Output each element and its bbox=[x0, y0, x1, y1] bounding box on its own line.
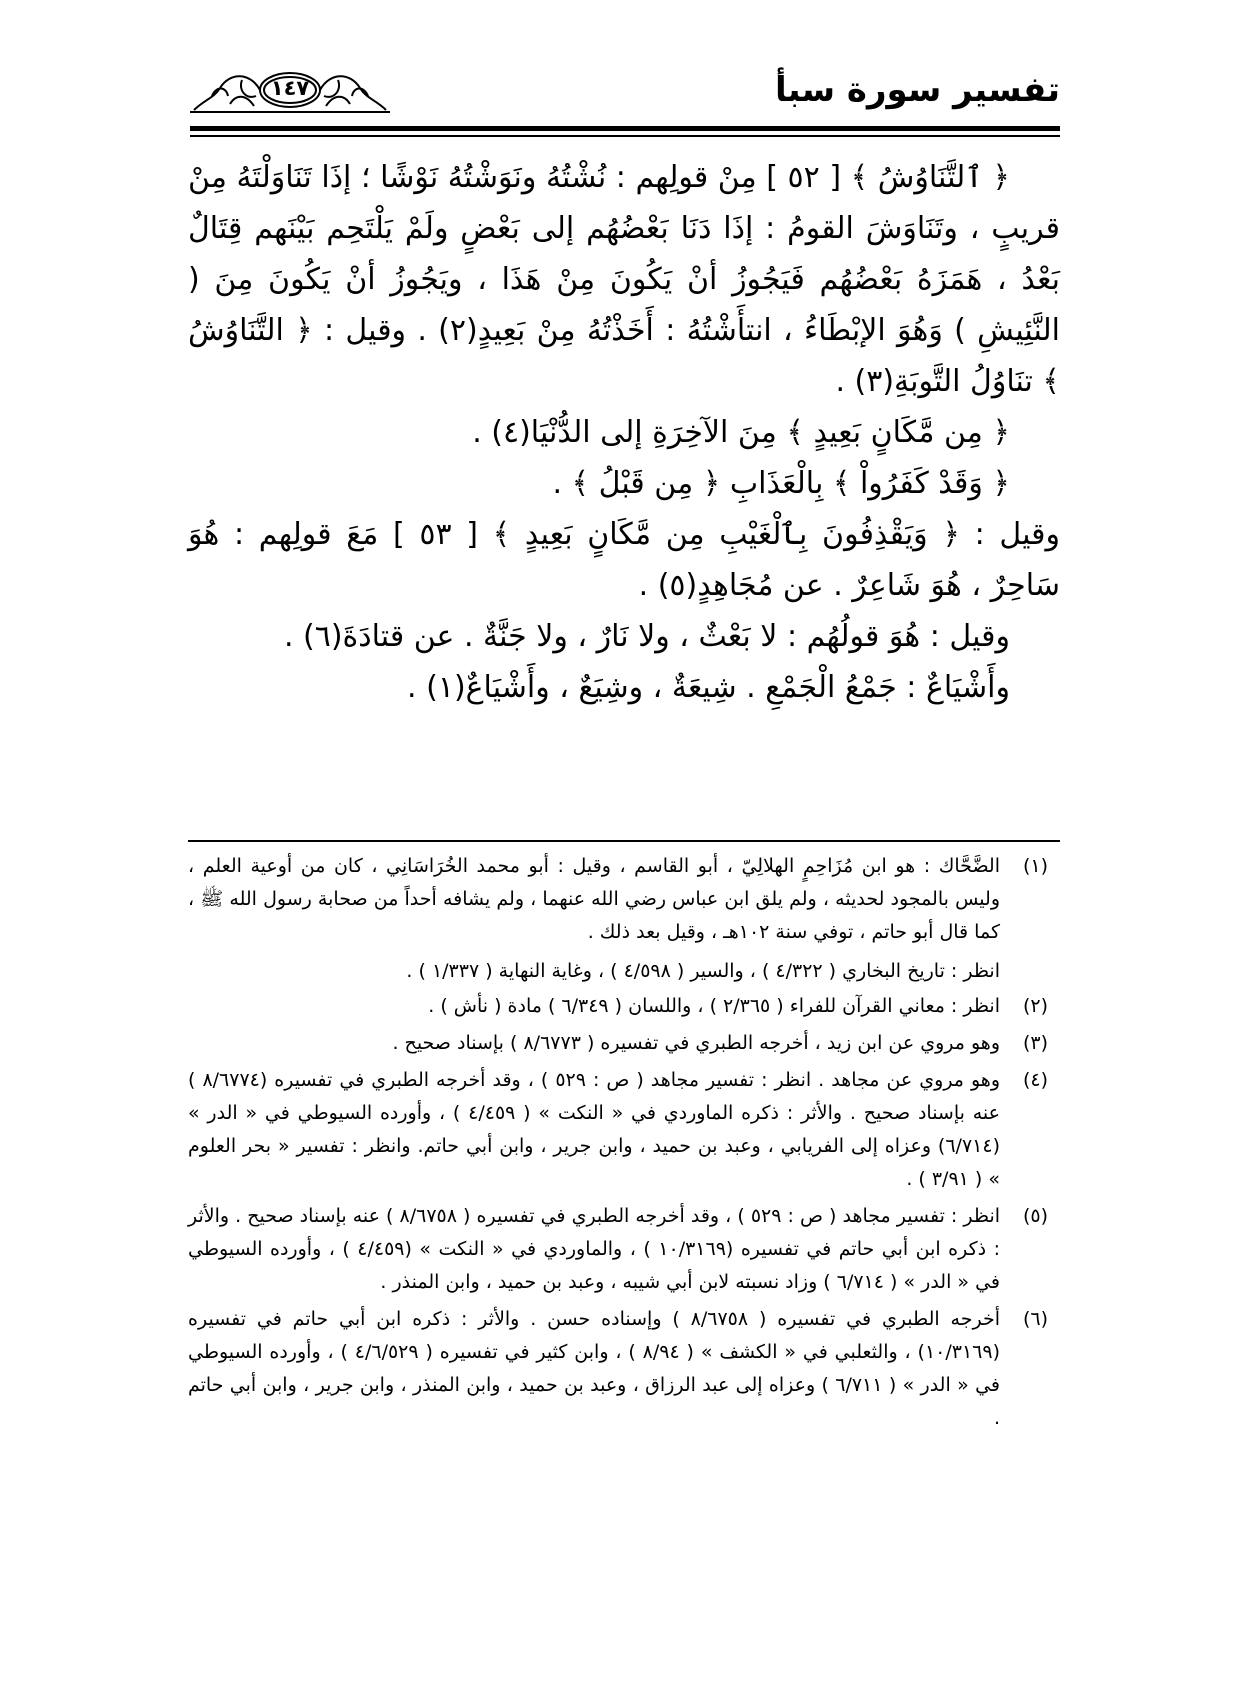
footnote-5 bbox=[188, 1200, 1048, 1299]
footnote-separator bbox=[188, 840, 1060, 842]
page-number: ١٤٧ bbox=[270, 76, 310, 100]
footnotes bbox=[188, 850, 1048, 1439]
footnote-4 bbox=[188, 1064, 1048, 1196]
footnote-text: انظر : تفسير مجاهد ( ص : ٥٢٩ ) ، وقد أخرجه الطبري في تفسيره ( ٨/٦٧٥٨ ) عنه بإسناد صحيح . والأثر : ذكره ابن أبي حاتم في تفسيره (١٠/٣١٦٩ ) ، والماوردي في « النكت » (٤/٤٥٩ ) ، وأورده السيوطي في « الدر » ( ٦/٧١٤ ) وزاد نسبته لابن أبي شيبه ، وعبد بن حميد ، وابن المنذر . bbox=[188, 1205, 1001, 1293]
paragraph-tanawush: ﴿ ٱلتَّنَاوُشُ ﴾ [ ٥٢ ] مِنْ قولِهم : نُشْتُهُ ونَوَشْتُهُ نَوْشًا ؛ إذَا تَنَاوَلْتَهُ مِنْ قريبٍ ، وتَنَاوَشَ القومُ : إذَا دَنَا بَعْضُهُم إلى بَعْضٍ ولَمْ يَلْتَحِم بَيْنَهم قِتَالٌ بَعْدُ ، هَمَزَهُ بَعْضُهُم فَيَجُوزُ أنْ يَكُونَ مِنْ هَذَا ، ويَجُوزُ أنْ يَكُونَ مِنَ ( النَّئِيشِ ) وَهُوَ الإبْطَاءُ ، انتأَشْتُهُ : أَخَذْتُهُ مِنْ بَعِيدٍ(٢) . وقيل : ﴿ التَّنَاوُشُ ﴾ تنَاوُلُ التَّوبَةِ(٣) . bbox=[188, 160, 1060, 399]
paragraph-ashya: وأَشْيَاعٌ : جَمْعُ الْجَمْعِ . شِيعَةٌ ، وشِيَعٌ ، وأَشْيَاعٌ(١) . bbox=[407, 670, 1010, 705]
footnote-1-sources: انظر : تاريخ البخاري ( ٤/٣٢٢ ) ، والسير ( ٤/٥٩٨ ) ، وغاية النهاية ( ١/٣٣٧ ) . bbox=[406, 960, 1000, 982]
footnote-text: انظر : معاني القرآن للفراء ( ٢/٣٦٥ ) ، واللسان ( ٦/٣٤٩ ) مادة ( نأش ) . bbox=[428, 995, 1000, 1017]
header-rule-thick bbox=[190, 126, 1060, 131]
footnote-text: وهو مروي عن مجاهد . انظر : تفسير مجاهد ( ص : ٥٢٩ ) ، وقد أخرجه الطبري في تفسيره (٨/٦٧٧٤ ) عنه بإسناد صحيح . والأثر : ذكره الماوردي في « النكت » ( ٤/٤٥٩ ) ، وأورده السيوطي في « الدر » (٦/٧١٤) وعزاه إلى الفريابي ، وعبد بن حميد ، وابن جرير ، وابن أبي حاتم. وانظر : تفسير « بحر العلوم » ( ٣/٩١ ) . bbox=[188, 1069, 1001, 1190]
footnote-2 bbox=[188, 990, 1048, 1023]
footnote-number: (١) bbox=[1022, 855, 1048, 877]
footnote-text: وهو مروي عن ابن زيد ، أخرجه الطبري في تفسيره ( ٨/٦٧٧٣ ) بإسناد صحيح . bbox=[392, 1032, 1000, 1054]
page-number-badge bbox=[190, 66, 390, 116]
footnote-text: الضَّحَّاك : هو ابن مُزَاحِمٍ الهلالِيّ ، أبو القاسم ، وقيل : أبو محمد الخُرَاسَانِي ، كان من أوعية العلم ، وليس بالمجود لحديثه ، ولم يلق ابن عباس رضي الله عنهما ، ولم يشافه أحداً من صحابة رسول الله ﷺ ، كما قال أبو حاتم ، توفي سنة ١٠٢هـ ، وقيل بعد ذلك . bbox=[188, 855, 1000, 943]
footnote-number: (٦) bbox=[1022, 1308, 1048, 1330]
footnote-1 bbox=[188, 850, 1048, 949]
paragraph-kafaru: ﴿ وَقَدْ كَفَرُواْ ﴾ بِالْعَذَابِ ﴿ مِن قَبْلُ ﴾ . bbox=[552, 466, 1010, 501]
footnote-number: (٢) bbox=[1022, 995, 1048, 1017]
paragraph-yaqdhifun: وقيل : ﴿ وَيَقْذِفُونَ بِٱلْغَيْبِ مِن مَّكَانٍ بَعِيدٍ ﴾ [ ٥٣ ] مَعَ قولِهم : هُوَ سَاحِرٌ ، هُوَ شَاعِرٌ . عن مُجَاهِدٍ(٥) . bbox=[188, 517, 1061, 603]
paragraph-qatada: وقيل : هُوَ قولُهُم : لا بَعْثٌ ، ولا نَارٌ ، ولا جَنَّةٌ . عن قتادَةَ(٦) . bbox=[283, 619, 1010, 654]
surah-title: تفسير سورة سبأ bbox=[774, 70, 1060, 110]
footnote-6 bbox=[188, 1303, 1048, 1435]
main-text bbox=[188, 152, 1060, 713]
footnote-3 bbox=[188, 1027, 1048, 1060]
header-rule-thin bbox=[190, 135, 1060, 137]
page-header bbox=[190, 62, 1060, 132]
paragraph-makan-baeed: ﴿ مِن مَّكَانٍ بَعِيدٍ ﴾ مِنَ الآخِرَةِ إلى الدُّنْيَا(٤) . bbox=[472, 415, 1010, 450]
footnote-text: أخرجه الطبري في تفسيره ( ٨/٦٧٥٨ ) وإسناده حسن . والأثر : ذكره ابن أبي حاتم في تفسيره (١٠/٣١٦٩) ، والثعلبي في « الكشف » ( ٨/٩٤ ) ، وابن كثير في تفسيره ( ٤/٦/٥٢٩ ) ، وأورده السيوطي في « الدر » ( ٦/٧١١ ) وعزاه إلى عبد الرزاق ، وعبد بن حميد ، وابن المنذر ، وابن جرير ، وابن أبي حاتم . bbox=[188, 1308, 1000, 1429]
footnote-number: (٣) bbox=[1022, 1032, 1048, 1054]
footnote-number: (٥) bbox=[1022, 1205, 1048, 1227]
footnote-number: (٤) bbox=[1022, 1069, 1048, 1091]
